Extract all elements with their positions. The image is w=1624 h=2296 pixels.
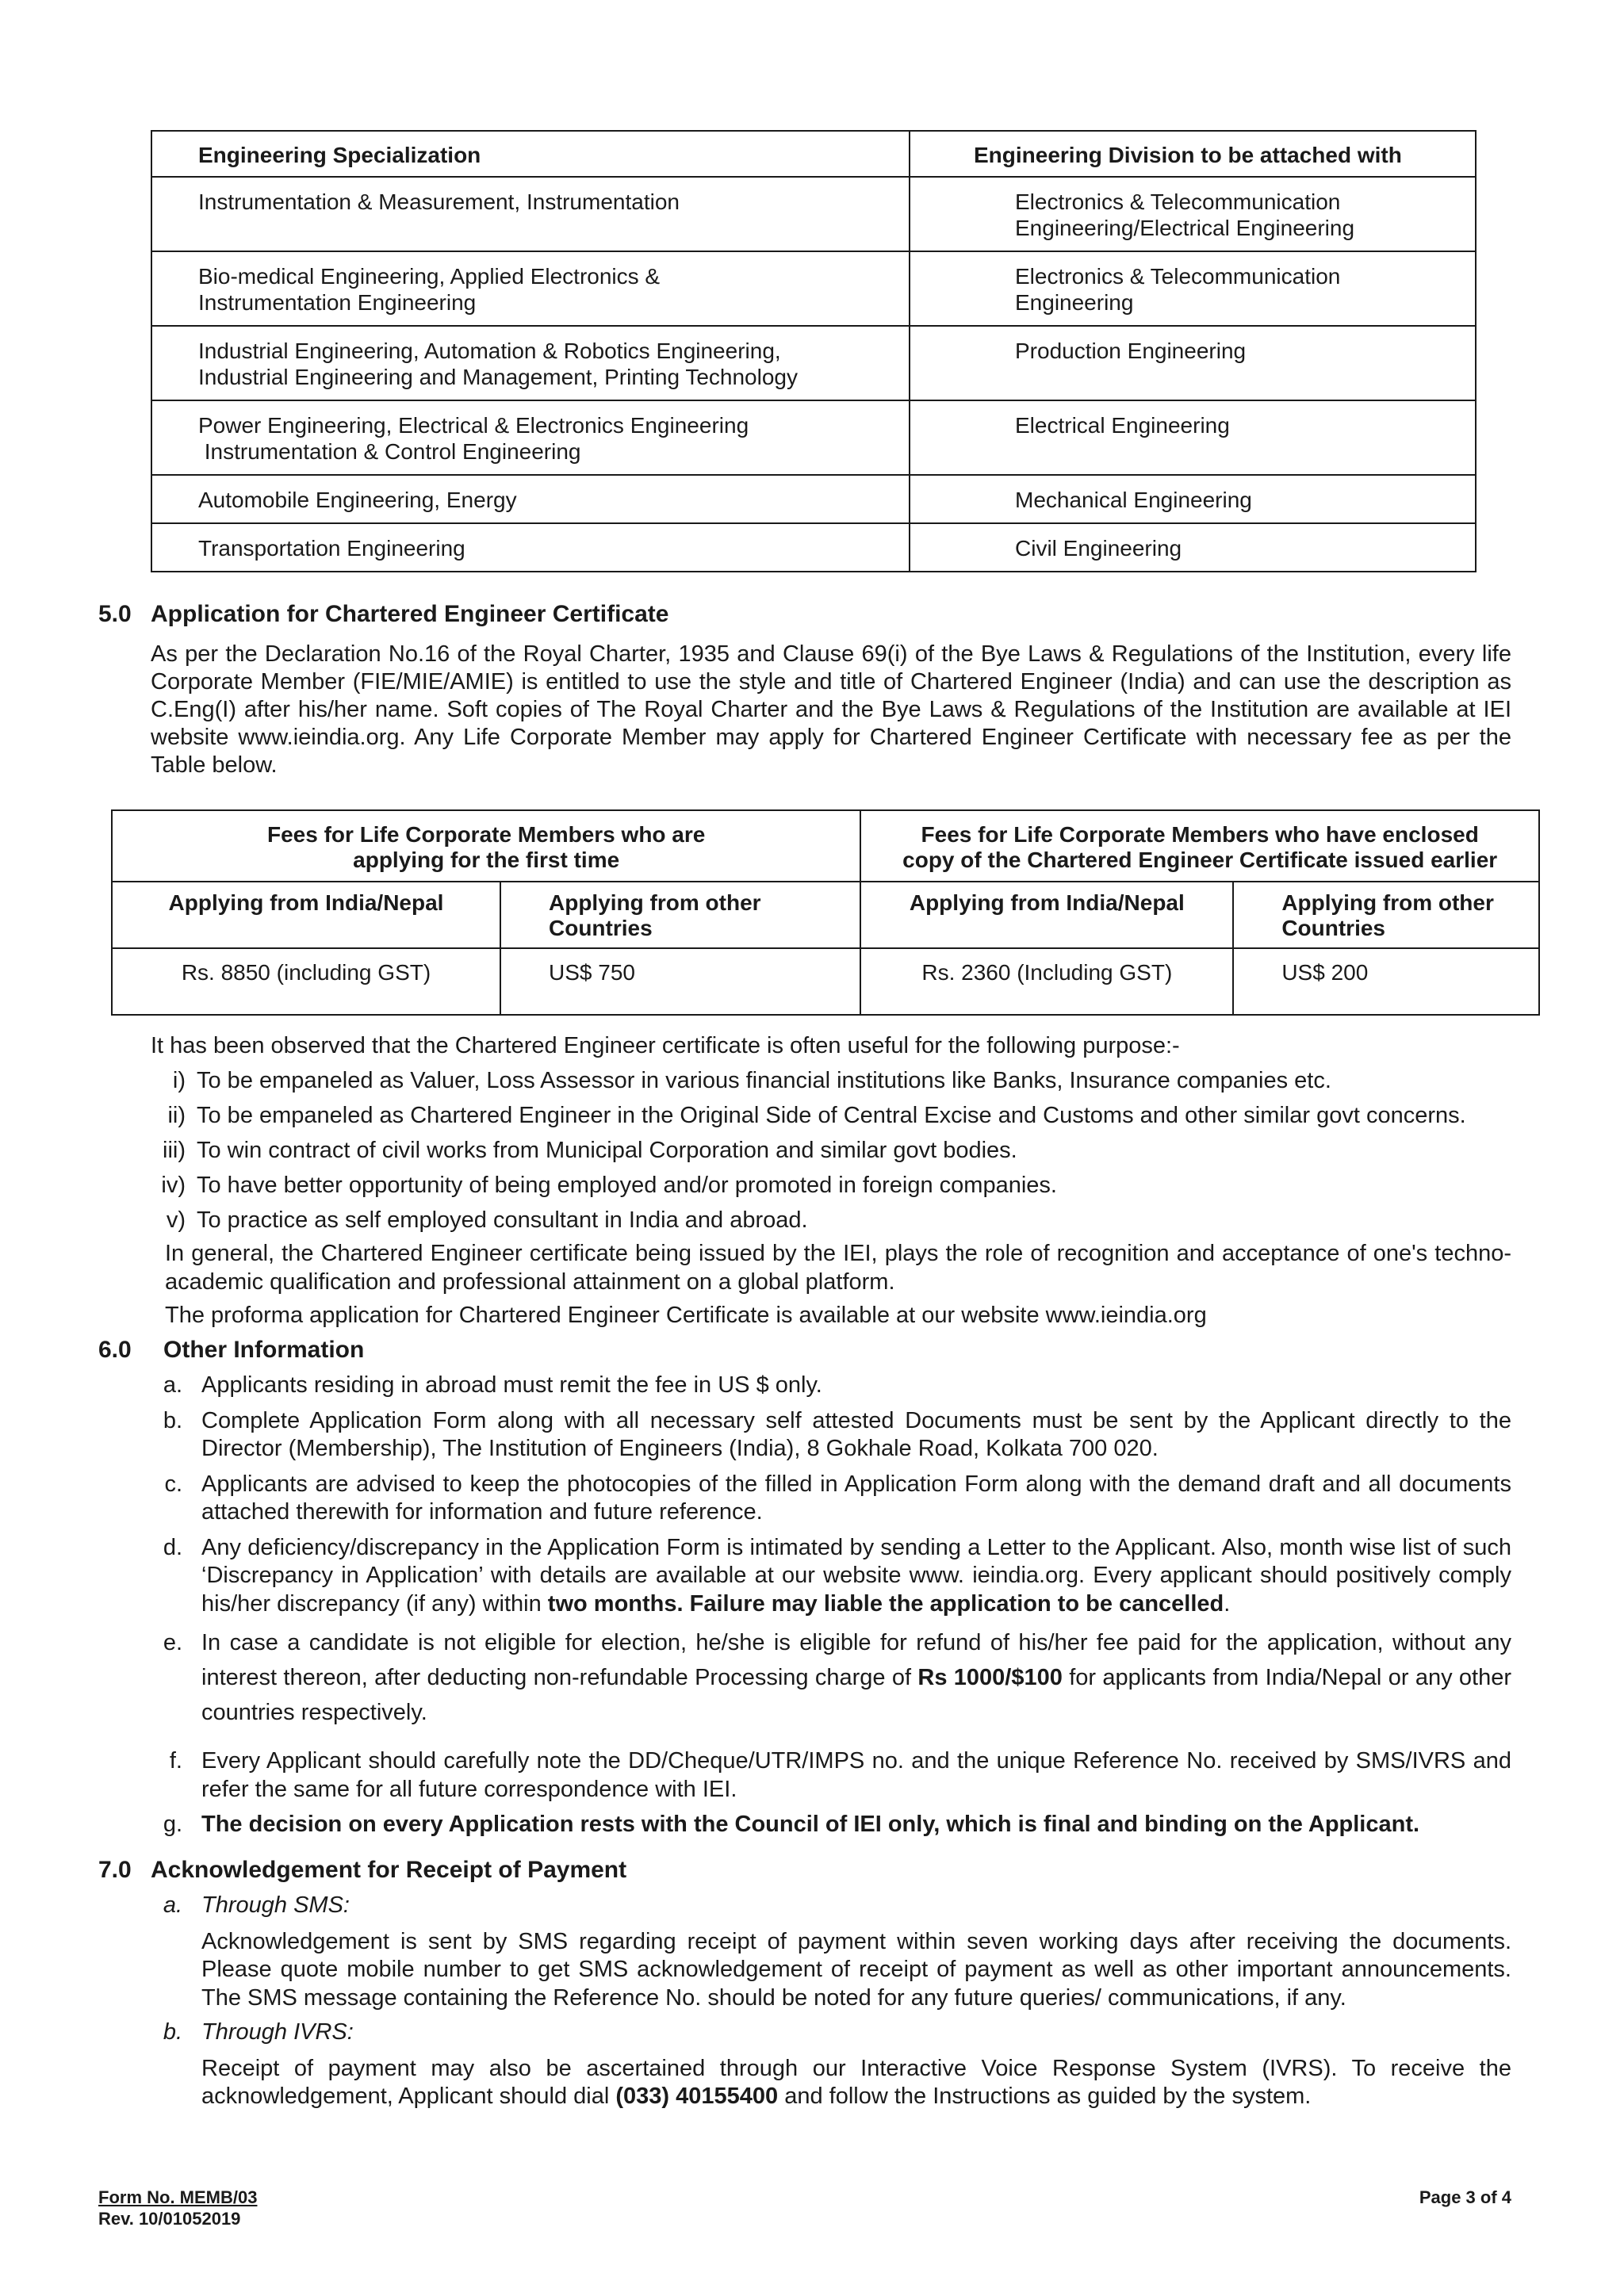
list-item bbox=[159, 1407, 1511, 1464]
table-row bbox=[151, 326, 1476, 400]
list-text: To practice as self employed consultant in India and abroad. bbox=[197, 1207, 808, 1233]
table-header-cell: Engineering Specialization bbox=[151, 131, 910, 177]
observed-text: It has been observed that the Chartered Engineer certificate is often useful for the following purpose:- bbox=[151, 1033, 1180, 1058]
section-6-heading bbox=[98, 1337, 364, 1364]
list-item bbox=[159, 1625, 1511, 1730]
list-text: Through IVRS: bbox=[201, 2019, 354, 2045]
list-text: To be empaneled as Chartered Engineer in the Original Side of Central Excise and Customs and other similar govt concerns. bbox=[197, 1103, 1466, 1128]
list-marker: g. bbox=[163, 1812, 182, 1837]
table-cell: Electronics & Telecommunication Engineering/Electrical Engineering bbox=[910, 177, 1476, 251]
list-marker: b. bbox=[163, 1407, 182, 1433]
fee-group-enclosed: Fees for Life Corporate Members who have enclosed copy of the Chartered Engineer Certificate issued earlier bbox=[860, 810, 1539, 882]
list-text: To have better opportunity of being employed and/or promoted in foreign companies. bbox=[197, 1173, 1057, 1198]
revision: Rev. 10/01052019 bbox=[98, 2209, 241, 2229]
section-7-heading bbox=[98, 1857, 626, 1884]
list-item bbox=[159, 1747, 1511, 1804]
list-item bbox=[151, 1067, 1511, 1096]
footer-form-info bbox=[98, 2187, 257, 2229]
list-item bbox=[159, 2019, 1511, 2047]
list-text: Any deficiency/discrepancy in the Application Form is intimated by sending a Letter to the Applicant. Also, month wise list of such ‘Discrepancy in Application’ with details are available at our website www. ieindia.org. Every applicant should positively comply his/her discrepancy (if any) within two months. Failure may liable the application to be cancelled. bbox=[201, 1534, 1511, 1617]
table-cell: Instrumentation & Measurement, Instrumentation bbox=[151, 177, 910, 251]
list-marker: e. bbox=[163, 1630, 182, 1655]
fee-table bbox=[111, 809, 1540, 1016]
section-number: 7.0 bbox=[98, 1857, 132, 1883]
list-text: Applicants residing in abroad must remit the fee in US $ only. bbox=[201, 1372, 822, 1398]
list-marker: f. bbox=[169, 1748, 182, 1774]
list-marker: i) bbox=[172, 1068, 186, 1093]
fee-subheader-cell: Applying from other Countries bbox=[1233, 882, 1539, 948]
list-marker: v) bbox=[166, 1207, 186, 1233]
list-text: The decision on every Application rests with the Council of IEI only, which is final and binding on the Applicant. bbox=[201, 1812, 1420, 1837]
page-number: Page 3 of 4 bbox=[1419, 2187, 1511, 2207]
list-item bbox=[159, 1372, 1511, 1400]
proforma-text: The proforma application for Chartered Engineer Certificate is available at our website www.ieindia.org bbox=[165, 1303, 1207, 1328]
table-row bbox=[151, 251, 1476, 326]
table-cell: Power Engineering, Electrical & Electronics Engineering Instrumentation & Control Engineering bbox=[151, 400, 910, 475]
table-row bbox=[151, 177, 1476, 251]
section-number: 5.0 bbox=[98, 601, 132, 627]
fee-subheader-cell: Applying from other Countries bbox=[500, 882, 860, 948]
ivrs-text: Receipt of payment may also be ascertained through our Interactive Voice Response System (IVRS). To receive the acknowledgement, Applicant should dial (033) 40155400 and follow the Instructions as guided by the system. bbox=[201, 2055, 1511, 2109]
table-cell: Bio-medical Engineering, Applied Electronics & Instrumentation Engineering bbox=[151, 251, 910, 326]
table-cell: Mechanical Engineering bbox=[910, 475, 1476, 523]
list-text: To win contract of civil works from Municipal Corporation and similar govt bodies. bbox=[197, 1138, 1017, 1163]
fee-value-cell: Rs. 2360 (Including GST) bbox=[860, 948, 1233, 1015]
general-text: In general, the Chartered Engineer certificate being issued by the IEI, plays the role of recognition and acceptance of one's techno-academic qualification and professional attainment on a global platform. bbox=[165, 1241, 1511, 1295]
fee-group-row bbox=[112, 810, 1539, 882]
table-cell: Transportation Engineering bbox=[151, 523, 910, 572]
table-cell: Civil Engineering bbox=[910, 523, 1476, 572]
section-title: Other Information bbox=[163, 1337, 365, 1363]
table-cell: Industrial Engineering, Automation & Robotics Engineering, Industrial Engineering and Management, Printing Technology bbox=[151, 326, 910, 400]
list-item bbox=[159, 1471, 1511, 1527]
fee-value-cell: US$ 200 bbox=[1233, 948, 1539, 1015]
section-number: 6.0 bbox=[98, 1337, 132, 1363]
fee-value-cell: Rs. 8850 (including GST) bbox=[112, 948, 500, 1015]
sms-text: Acknowledgement is sent by SMS regarding receipt of payment within seven working days after receiving the documents. Please quote mobile number to get SMS acknowledgement of receipt of payment as well as other important announcements. The SMS message containing the Reference No. should be noted for any future queries/ communications, if any. bbox=[201, 1928, 1511, 2011]
list-item bbox=[151, 1102, 1511, 1131]
list-text: Complete Application Form along with all necessary self attested Documents must be sent by the Applicant directly to the Director (Membership), The Institution of Engineers (India), 8 Gokhale Road, Kolkata 700 020. bbox=[201, 1407, 1511, 1461]
list-text: Every Applicant should carefully note the DD/Cheque/UTR/IMPS no. and the unique Reference No. received by SMS/IVRS and refer the same for all future correspondence with IEI. bbox=[201, 1748, 1511, 1802]
list-text: To be empaneled as Valuer, Loss Assessor in various financial institutions like Banks, Insurance companies etc. bbox=[197, 1068, 1331, 1093]
fee-subheader-row bbox=[112, 882, 1539, 948]
list-marker: c. bbox=[164, 1471, 182, 1497]
list-marker: d. bbox=[163, 1534, 182, 1560]
list-item bbox=[159, 1892, 1511, 1920]
fee-subheader-cell: Applying from India/Nepal bbox=[860, 882, 1233, 948]
other-info-list bbox=[159, 1372, 1511, 1839]
list-item bbox=[151, 1172, 1511, 1200]
list-marker: ii) bbox=[167, 1103, 186, 1128]
list-text: Through SMS: bbox=[201, 1892, 350, 1918]
table-row bbox=[151, 523, 1476, 572]
list-text: Applicants are advised to keep the photocopies of the filled in Application Form along with the demand draft and all documents attached therewith for information and future reference. bbox=[201, 1471, 1511, 1525]
section-5-heading bbox=[98, 601, 668, 628]
fee-value-row bbox=[112, 948, 1539, 1015]
list-marker: iv) bbox=[161, 1173, 186, 1198]
table-header-cell: Engineering Division to be attached with bbox=[910, 131, 1476, 177]
fee-subheader-cell: Applying from India/Nepal bbox=[112, 882, 500, 948]
list-item bbox=[151, 1207, 1511, 1235]
specialization-table bbox=[151, 130, 1477, 572]
list-item bbox=[159, 1811, 1511, 1839]
list-marker: iii) bbox=[163, 1138, 186, 1163]
list-item bbox=[151, 1137, 1511, 1165]
table-row bbox=[151, 475, 1476, 523]
section-title: Acknowledgement for Receipt of Payment bbox=[151, 1857, 627, 1883]
fee-value-cell: US$ 750 bbox=[500, 948, 860, 1015]
table-cell: Automobile Engineering, Energy bbox=[151, 475, 910, 523]
fee-group-first-time: Fees for Life Corporate Members who are applying for the first time bbox=[112, 810, 860, 882]
form-number: Form No. MEMB/03 bbox=[98, 2187, 258, 2207]
list-marker: b. bbox=[163, 2019, 182, 2045]
purpose-list bbox=[151, 1067, 1511, 1235]
table-header-row bbox=[151, 131, 1476, 177]
table-row bbox=[151, 400, 1476, 475]
section-5-intro: As per the Declaration No.16 of the Royal Charter, 1935 and Clause 69(i) of the Bye Laws & Regulations of the Institution, every life Corporate Member (FIE/MIE/AMIE) is entitled to use the style and title of Chartered Engineer (India) and can use the description as C.Eng(I) after his/her name. Soft copies of The Royal Charter and the Bye Laws & Regulations of the Institution are available at IEI website www.ieindia.org. Any Life Corporate Member may apply for Chartered Engineer Certificate with necessary fee as per the Table below. bbox=[151, 641, 1511, 778]
section-title: Application for Chartered Engineer Certificate bbox=[151, 601, 669, 627]
table-cell: Production Engineering bbox=[910, 326, 1476, 400]
list-marker: a. bbox=[163, 1372, 182, 1398]
ack-list bbox=[159, 1892, 1511, 2111]
list-marker: a. bbox=[163, 1892, 182, 1918]
list-text: In case a candidate is not eligible for election, he/she is eligible for refund of his/her fee paid for the application, without any interest thereon, after deducting non-refundable Processing charge of Rs 1000/$100 for applicants from India/Nepal or any other countries respectively. bbox=[201, 1630, 1512, 1725]
list-item bbox=[159, 1534, 1511, 1619]
table-cell: Electronics & Telecommunication Engineering bbox=[910, 251, 1476, 326]
table-cell: Electrical Engineering bbox=[910, 400, 1476, 475]
